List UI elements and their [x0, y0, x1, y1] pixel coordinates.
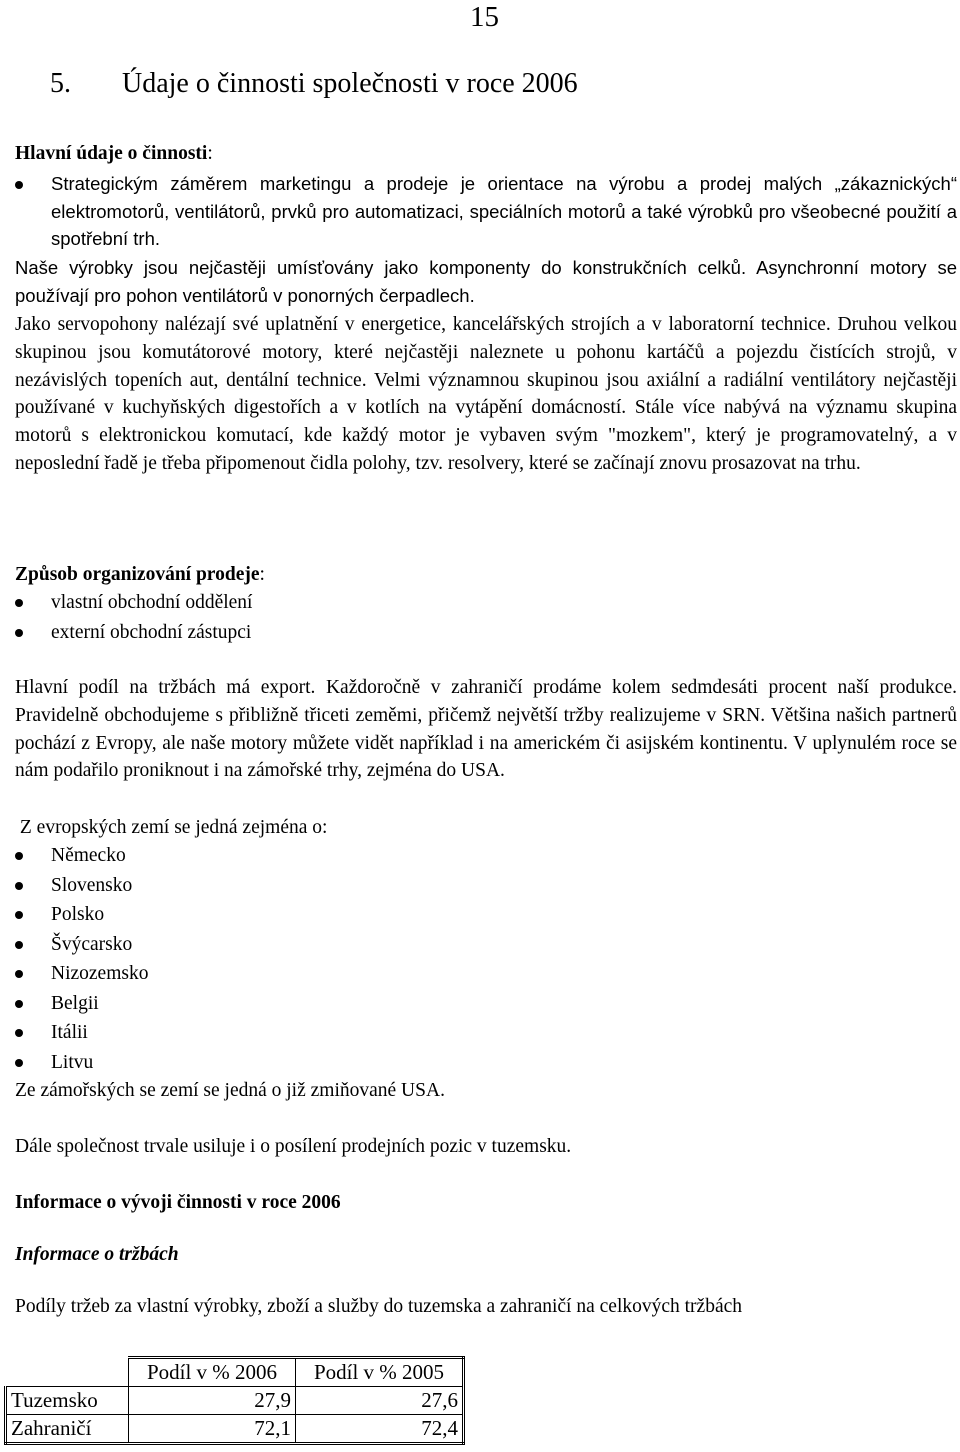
- main-info-bullet: [15, 170, 957, 253]
- section-heading: [50, 66, 578, 102]
- sales-org-list: [15, 588, 957, 647]
- page-number: 15: [470, 1, 499, 33]
- list-item-text: vlastní obchodní oddělení: [51, 592, 253, 613]
- bullet-icon: [15, 852, 23, 860]
- domestic-text: Dále společnost trvale usiluje i o posílení prodejních pozic v tuzemsku.: [15, 1136, 572, 1157]
- list-item: [15, 588, 957, 618]
- table-cell: 27,9: [129, 1387, 296, 1415]
- list-item-text: Itálii: [51, 1022, 88, 1043]
- table-cell: 27,6: [296, 1387, 464, 1415]
- list-item: [15, 959, 957, 989]
- main-info-colon: :: [207, 143, 213, 164]
- bullet-icon: [15, 941, 23, 949]
- revenue-subheading: Informace o tržbách: [15, 1244, 179, 1265]
- list-item: [15, 989, 957, 1019]
- table-header-cell: Podíl v % 2006: [129, 1358, 296, 1387]
- products-paragraph: Naše výrobky jsou nejčastěji umísťovány jako komponenty do konstrukčních celků. Asynchronní motory se používají pro pohon ventilátorů v ponorných čerpadlech.: [15, 257, 957, 306]
- list-item-text: Belgii: [51, 992, 99, 1014]
- countries-list: [15, 841, 957, 1077]
- list-item-text: Polsko: [51, 904, 105, 925]
- bullet-icon: [15, 970, 23, 978]
- list-item: [15, 871, 957, 901]
- list-item: [15, 618, 957, 648]
- list-item-text: externí obchodní zástupci: [51, 621, 252, 643]
- table-cell: 72,4: [296, 1415, 464, 1444]
- main-info-label: [15, 140, 957, 168]
- table-header-row: [6, 1358, 464, 1387]
- table-row: [6, 1387, 464, 1415]
- list-item-text: Litvu: [51, 1051, 94, 1073]
- list-item: [15, 900, 957, 930]
- table-row: [6, 1415, 464, 1444]
- products-paragraph-2: Jako servopohony nalézají své uplatnění v energetice, kancelářských strojích a v laboratorní technice. Druhou velkou skupinou jsou komutátorové motory, které nejčastěji naleznete u pohonu kartáčů a pojezdu čistících strojů, v nezávislých topeních aut, dentální technice. Velmi významnou skupinou jsou axiální a radiální ventilátory nejčastěji používané v kuchyňských digestořích a v kotlích na vytápění domácností. Stále více nabývá na významu skupina motorů s elektronickou komutací, kde každý motor je vybaven svým "mozkem", který je programovatelný, a v neposlední řadě je třeba připomenout čidla polohy, tzv. resolvery, které se začínají znovu prosazovat na trhu.: [15, 314, 957, 474]
- europe-intro: Z evropských zemí se jedná zejména o:: [15, 817, 328, 838]
- development-heading: Informace o vývoji činnosti v roce 2006: [15, 1192, 341, 1213]
- list-item-text: Švýcarsko: [51, 933, 133, 955]
- list-item: [15, 1048, 957, 1078]
- bullet-icon: [15, 1000, 23, 1008]
- list-item: [15, 841, 957, 871]
- revenue-table: [4, 1356, 465, 1445]
- bullet-icon: [15, 629, 23, 637]
- main-info-label-text: Hlavní údaje o činnosti: [15, 143, 208, 164]
- table-header-cell: Podíl v % 2005: [296, 1358, 464, 1387]
- main-info-bullet-text: Strategickým záměrem marketingu a prodeje je orientace na výrobu a prodej malých „zákaznických“ elektromotorů, ventilátorů, prvků pro automatizaci, speciálních motorů a také výrobků pro všeobecné použití a spotřební trh.: [51, 173, 957, 250]
- sales-org-label-text: Způsob organizování prodeje: [15, 564, 260, 585]
- list-item: [15, 170, 957, 253]
- table-cell: 72,1: [129, 1415, 296, 1444]
- bullet-icon: [15, 181, 23, 189]
- sales-org-label: [15, 561, 957, 589]
- list-item-text: Slovensko: [51, 874, 133, 896]
- section-title: Údaje o činnosti společnosti v roce 2006: [122, 68, 578, 99]
- export-paragraph: Hlavní podíl na tržbách má export. Každoročně v zahraničí prodáme kolem sedmdesáti procent naší produkce. Pravidelně obchodujeme s přibližně třiceti zeměmi, přičemž největší tržby realizujeme v SRN. Většina našich partnerů pochází z Evropy, ale naše motory můžete vidět například i na americkém či asijském kontinentu. V uplynulém roce se nám podařilo proniknout i na zámořské trhy, zejména do USA.: [15, 677, 957, 782]
- sales-org-colon: :: [259, 564, 265, 585]
- list-item: [15, 1018, 957, 1048]
- table-cell: Tuzemsko: [6, 1387, 129, 1415]
- list-item: [15, 930, 957, 960]
- list-item-text: Německo: [51, 845, 126, 866]
- table-caption: Podíly tržeb za vlastní výrobky, zboží a služby do tuzemska a zahraničí na celkových tržbách: [15, 1296, 743, 1317]
- overseas-text: Ze zámořských se zemí se jedná o již zmiňované USA.: [15, 1080, 445, 1101]
- bullet-icon: [15, 599, 23, 607]
- bullet-icon: [15, 1059, 23, 1067]
- list-item-text: Nizozemsko: [51, 963, 149, 984]
- table-header-cell: [6, 1358, 129, 1387]
- table-cell: Zahraničí: [6, 1415, 129, 1444]
- bullet-icon: [15, 911, 23, 919]
- section-number: 5.: [50, 68, 71, 99]
- bullet-icon: [15, 1029, 23, 1037]
- bullet-icon: [15, 882, 23, 890]
